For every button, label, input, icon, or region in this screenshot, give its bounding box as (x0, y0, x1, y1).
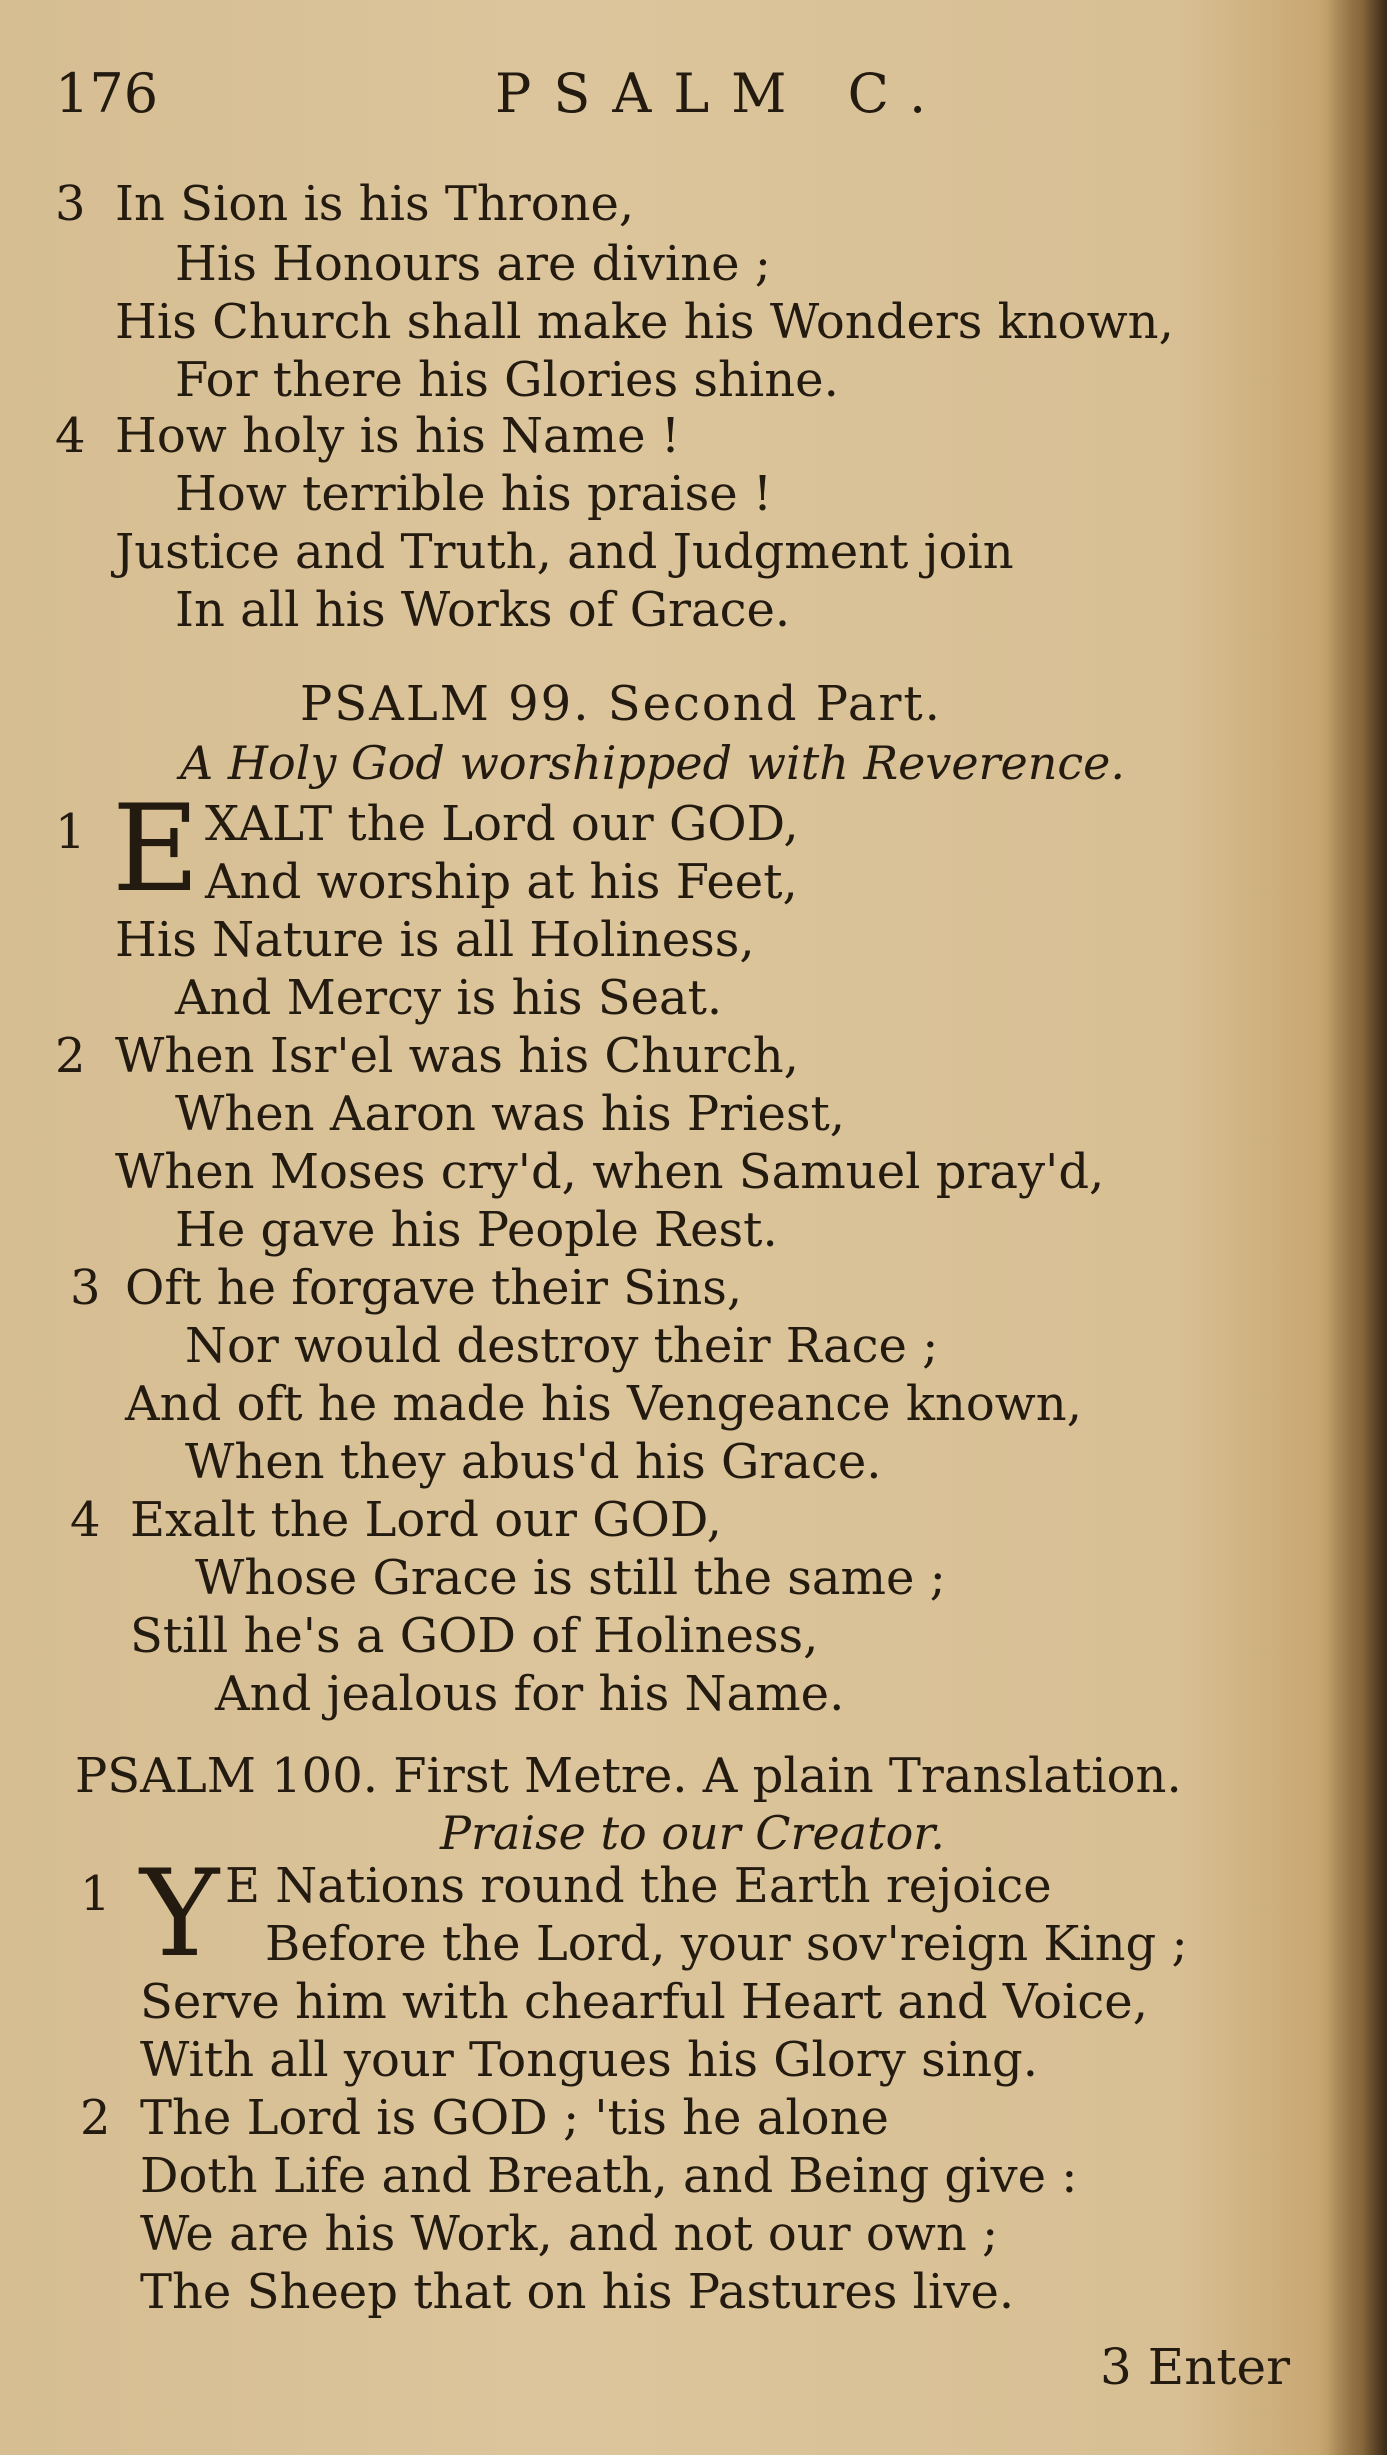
verse-line: E Nations round the Earth rejoice (225, 1858, 1052, 1914)
section-subtitle: A Holy God worshipped with Reverence. (180, 736, 1125, 790)
verse-line: His Honours are divine ; (175, 236, 771, 292)
verse-line: The Sheep that on his Pastures live. (140, 2264, 1015, 2320)
page-edge-shadow (1327, 0, 1387, 2455)
verse-line: Oft he forgave their Sins, (125, 1260, 743, 1316)
drop-capital: Y (140, 1845, 220, 1984)
verse-line: And worship at his Feet, (205, 854, 798, 910)
verse-line: For there his Glories shine. (175, 352, 839, 408)
verse-line: Doth Life and Breath, and Being give : (140, 2148, 1078, 2204)
verse-line: And oft he made his Vengeance known, (125, 1376, 1082, 1432)
verse-line: In Sion is his Throne, (115, 176, 635, 232)
running-title: PSALM C. (495, 62, 949, 125)
stanza-number: 4 (55, 408, 86, 464)
page-number: 176 (55, 62, 159, 125)
stanza-number: 3 (55, 176, 86, 232)
verse-line: Justice and Truth, and Judgment join (115, 524, 1014, 580)
verse-line: And Mercy is his Seat. (175, 970, 723, 1026)
verse-line: XALT the Lord our GOD, (205, 796, 799, 852)
verse-line: Exalt the Lord our GOD, (130, 1492, 722, 1548)
verse-line: When Moses cry'd, when Samuel pray'd, (115, 1144, 1105, 1200)
stanza-number: 3 (70, 1260, 101, 1316)
verse-line: Whose Grace is still the same ; (195, 1550, 946, 1606)
verse-line: Serve him with chearful Heart and Voice, (140, 1974, 1148, 2030)
section-title: PSALM 100. First Metre. A plain Translation. (75, 1748, 1182, 1804)
drop-capital: E (112, 780, 200, 919)
verse-line: When they abus'd his Grace. (185, 1434, 882, 1490)
verse-line: We are his Work, and not our own ; (140, 2206, 999, 2262)
stanza-number: 2 (55, 1028, 86, 1084)
verse-line: The Lord is GOD ; 'tis he alone (140, 2090, 889, 2146)
verse-line: He gave his People Rest. (175, 1202, 778, 1258)
verse-line: Still he's a GOD of Holiness, (130, 1608, 819, 1664)
verse-line: How holy is his Name ! (115, 408, 681, 464)
section-title: PSALM 99. Second Part. (300, 676, 942, 732)
verse-line: How terrible his praise ! (175, 466, 773, 522)
verse-line: Nor would destroy their Race ; (185, 1318, 939, 1374)
stanza-number: 4 (70, 1492, 101, 1548)
verse-line: His Nature is all Holiness, (115, 912, 755, 968)
verse-line: His Church shall make his Wonders known, (115, 294, 1174, 350)
verse-line: Before the Lord, your sov'reign King ; (265, 1916, 1188, 1972)
verse-line: When Aaron was his Priest, (175, 1086, 846, 1142)
stanza-number: 2 (80, 2090, 111, 2146)
verse-line: With all your Tongues his Glory sing. (140, 2032, 1039, 2088)
verse-line: And jealous for his Name. (215, 1666, 845, 1722)
verse-line: In all his Works of Grace. (175, 582, 791, 638)
stanza-number: 1 (55, 804, 86, 860)
stanza-number: 1 (80, 1866, 111, 1922)
verse-line: When Isr'el was his Church, (115, 1028, 799, 1084)
section-subtitle: Praise to our Creator. (440, 1806, 945, 1860)
catchword: 3 Enter (1100, 2338, 1290, 2396)
